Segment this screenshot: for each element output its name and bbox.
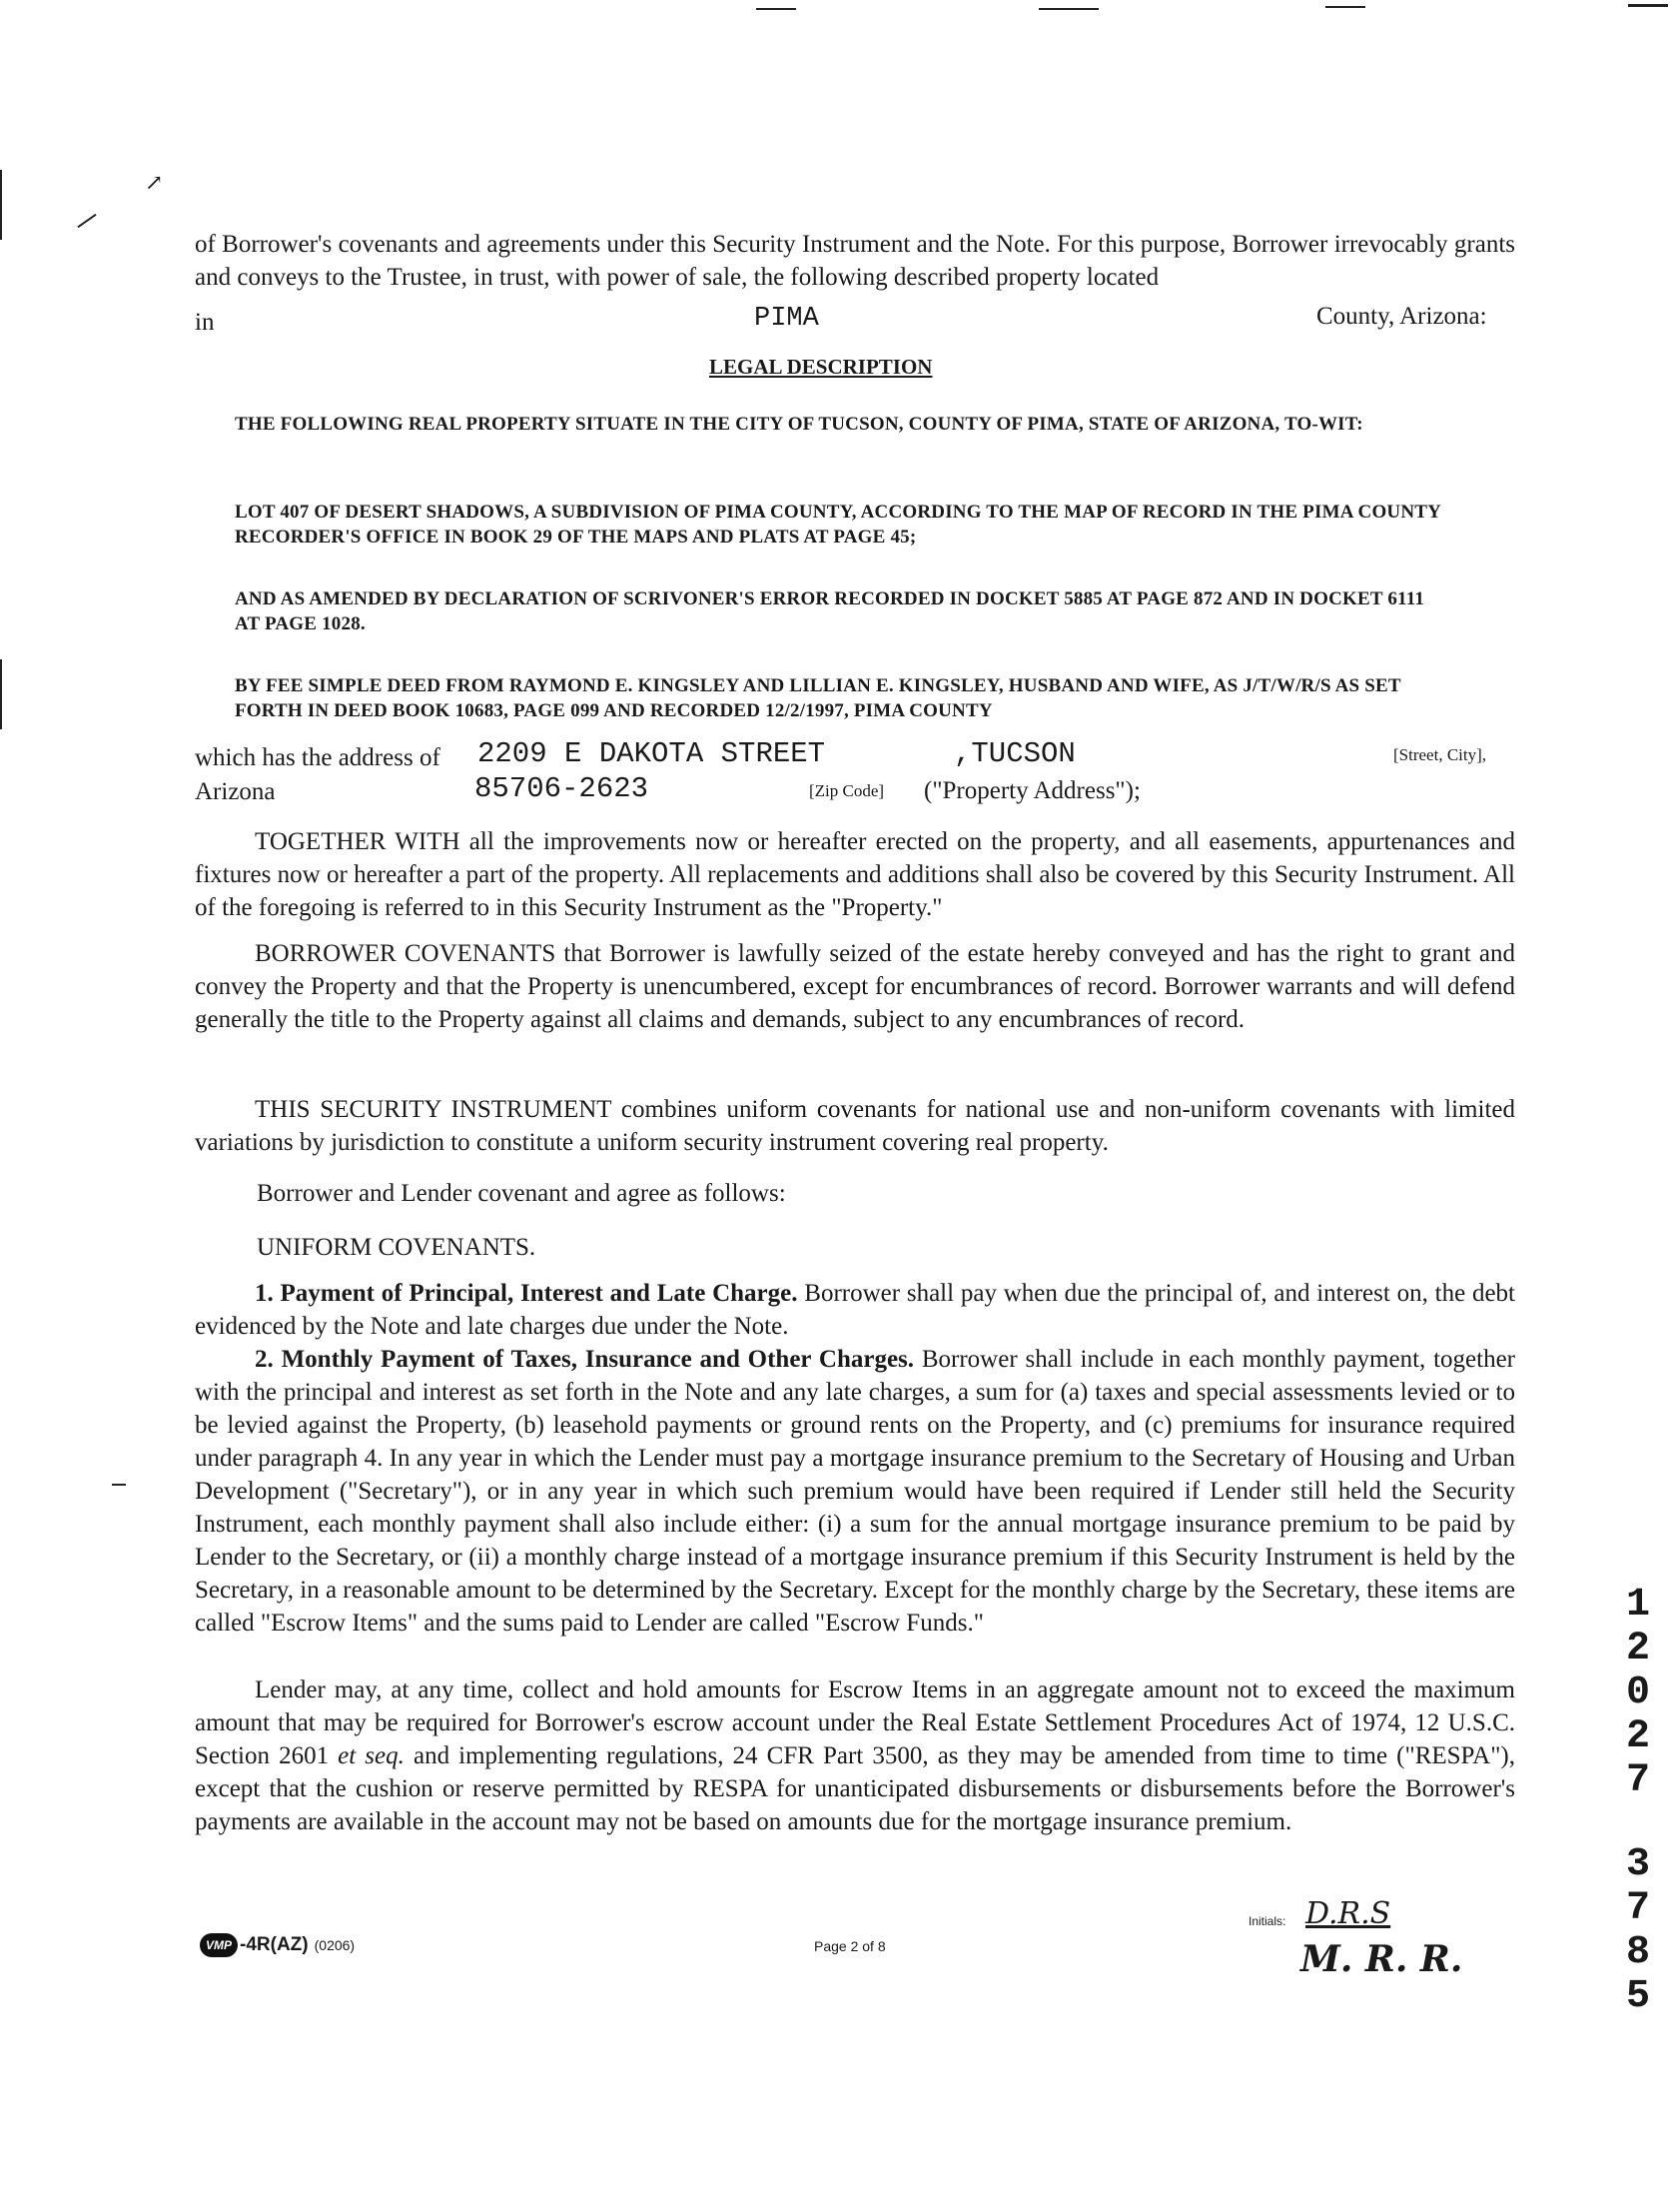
form-date: (0206)	[314, 1937, 356, 1953]
security-instrument-text: THIS SECURITY INSTRUMENT combines uniform covenants for national use and non-uniform covenants with limited variations by jurisdiction to constitute a uniform security instrument covering real property.	[195, 1096, 1515, 1156]
initials-signature-1: D.R.S	[1305, 1896, 1391, 1931]
borrower-covenants-paragraph	[195, 937, 1515, 1036]
covenant-1-text: Borrower shall pay when due the principal of, and interest on, the debt evidenced by the Note and late charges due under the Note.	[195, 1280, 1515, 1340]
legal-paragraph-4: BY FEE SIMPLE DEED FROM RAYMOND E. KINGSLEY AND LILLIAN E. KINGSLEY, HUSBAND AND WIFE, AS J/T/W/R/S AS SET FORTH IN DEED BOOK 10683, PAGE 099 AND RECORDED 12/2/1997, PIMA COUNTY	[235, 675, 1401, 721]
property-address-label: ("Property Address");	[924, 777, 1141, 804]
intro-paragraph	[195, 228, 1515, 294]
legal-paragraph-1: THE FOLLOWING REAL PROPERTY SITUATE IN THE CITY OF TUCSON, COUNTY OF PIMA, STATE OF ARIZONA, TO-WIT:	[235, 414, 1363, 435]
address-lead: which has the address of	[195, 744, 440, 771]
initials-label: Initials:	[1249, 1914, 1286, 1928]
covenant-1	[195, 1277, 1515, 1343]
form-footer	[200, 1933, 355, 1957]
scan-mark	[756, 8, 796, 10]
check-mark	[77, 214, 96, 228]
address-zip: 85706-2623	[474, 772, 649, 805]
lender-text-b: and implementing regulations, 24 CFR Part 3500, as they may be amended from time to time ("RESPA"), except that the cushion or reserve permitted by RESPA for unanticipated disbursements or disbursements before the Borrower's payments are available in the account may not be based on amounts due for the mortgage insurance premium.	[195, 1742, 1515, 1835]
scan-mark	[1628, 4, 1668, 7]
county-label: County, Arizona:	[1316, 303, 1487, 330]
covenant-2-text: Borrower shall include in each monthly payment, together with the principal and interest as set forth in the Note and any late charges, a sum for (a) taxes and special assessments levied or to be levied against the Property, (b) leasehold payments or ground rents on the Property, and (c) premiums for insurance required under paragraph 4. In any year in which the Lender must pay a mortgage insurance premium to the Secretary of Housing and Urban Development ("Secretary"), or in any year in which such premium would have been required if Lender still held the Security Instrument, each monthly payment shall also include either: (i) a sum for the annual mortgage insurance premium to be paid by Lender to the Secretary, or (ii) a monthly charge instead of a mortgage insurance premium if this Security Instrument is held by the Secretary, in a reasonable amount to be determined by the Secretary. Except for the monthly charge by the Secretary, these items are called "Escrow Items" and the sums paid to Lender are called "Escrow Funds."	[195, 1346, 1515, 1637]
address-state: Arizona	[195, 778, 276, 805]
zip-label: [Zip Code]	[809, 781, 885, 800]
covenant-2-title: 2. Monthly Payment of Taxes, Insurance and Other Charges.	[255, 1346, 915, 1373]
address-street: 2209 E DAKOTA STREET	[477, 737, 826, 770]
street-city-label: [Street, City],	[1393, 745, 1487, 764]
stamp-digit: 7	[1625, 1758, 1650, 1803]
together-paragraph	[195, 825, 1515, 924]
lender-paragraph	[195, 1673, 1515, 1838]
scan-mark	[112, 1484, 126, 1486]
stamp-digit: 1	[1625, 1583, 1650, 1628]
county-value: PIMA	[754, 304, 819, 334]
form-code: -4R(AZ)	[240, 1934, 309, 1955]
security-instrument-paragraph	[195, 1093, 1515, 1159]
lender-et-seq: et seq.	[338, 1742, 405, 1769]
document-number-stamp	[1618, 1584, 1658, 2019]
arrow-mark: ↗	[145, 170, 164, 195]
stamp-digit: 5	[1625, 1974, 1650, 2019]
intro-in-label: in	[195, 309, 215, 336]
page-number: Page 2 of 8	[814, 1938, 886, 1954]
stamp-digit: 7	[1625, 1886, 1650, 1931]
initials-signature-2: M. R. R.	[1300, 1938, 1463, 1980]
stamp-digit: 3	[1625, 1842, 1650, 1887]
uniform-covenants-heading: UNIFORM COVENANTS.	[257, 1234, 536, 1261]
intro-text: of Borrower's covenants and agreements under this Security Instrument and the Note. For this purpose, Borrower irrevocably grants and conveys to the Trustee, in trust, with power of sale, the following described property located	[195, 231, 1515, 291]
covenant-2	[195, 1343, 1515, 1640]
scan-mark	[1039, 8, 1099, 10]
lender-text-a: Lender may, at any time, collect and hold amounts for Escrow Items in an aggregate amount not to exceed the maximum amount that may be required for Borrower's escrow account under the Real Estate Settlement Procedures Act of 1974, 12 U.S.C. Section 2601	[195, 1676, 1515, 1769]
covenant-1-title: 1. Payment of Principal, Interest and Late Charge.	[255, 1280, 798, 1307]
agree-line: Borrower and Lender covenant and agree as follows:	[257, 1180, 786, 1207]
legal-heading: LEGAL DESCRIPTION	[709, 355, 933, 379]
stamp-digit: 2	[1625, 1627, 1650, 1671]
legal-paragraph-3: AND AS AMENDED BY DECLARATION OF SCRIVONER'S ERROR RECORDED IN DOCKET 5885 AT PAGE 872 AND IN DOCKET 6111 AT PAGE 1028.	[235, 588, 1425, 634]
stamp-digit: 0	[1625, 1670, 1650, 1715]
together-text: TOGETHER WITH all the improvements now or hereafter erected on the property, and all easements, appurtenances and fixtures now or hereafter a part of the property. All replacements and additions shall also be covered by this Security Instrument. All of the foregoing is referred to in this Security Instrument as the "Property."	[195, 828, 1515, 921]
legal-paragraph-2: LOT 407 OF DESERT SHADOWS, A SUBDIVISION OF PIMA COUNTY, ACCORDING TO THE MAP OF RECORD IN THE PIMA COUNTY RECORDER'S OFFICE IN BOOK 29 OF THE MAPS AND PLATS AT PAGE 45;	[235, 502, 1441, 548]
borrower-covenants-text: BORROWER COVENANTS that Borrower is lawfully seized of the estate hereby conveyed and has the right to grant and convey the Property and that the Property is unencumbered, except for encumbrances of record. Borrower warrants and will defend generally the title to the Property against all claims and demands, subject to any encumbrances of record.	[195, 940, 1515, 1033]
stamp-digit: 2	[1625, 1714, 1650, 1759]
stamp-digit: 8	[1625, 1930, 1650, 1975]
address-city: ,TUCSON	[954, 737, 1076, 770]
scan-mark	[1325, 6, 1365, 8]
scan-mark	[0, 659, 2, 729]
vmp-logo: VMP	[200, 1933, 238, 1957]
scan-mark	[0, 170, 2, 240]
